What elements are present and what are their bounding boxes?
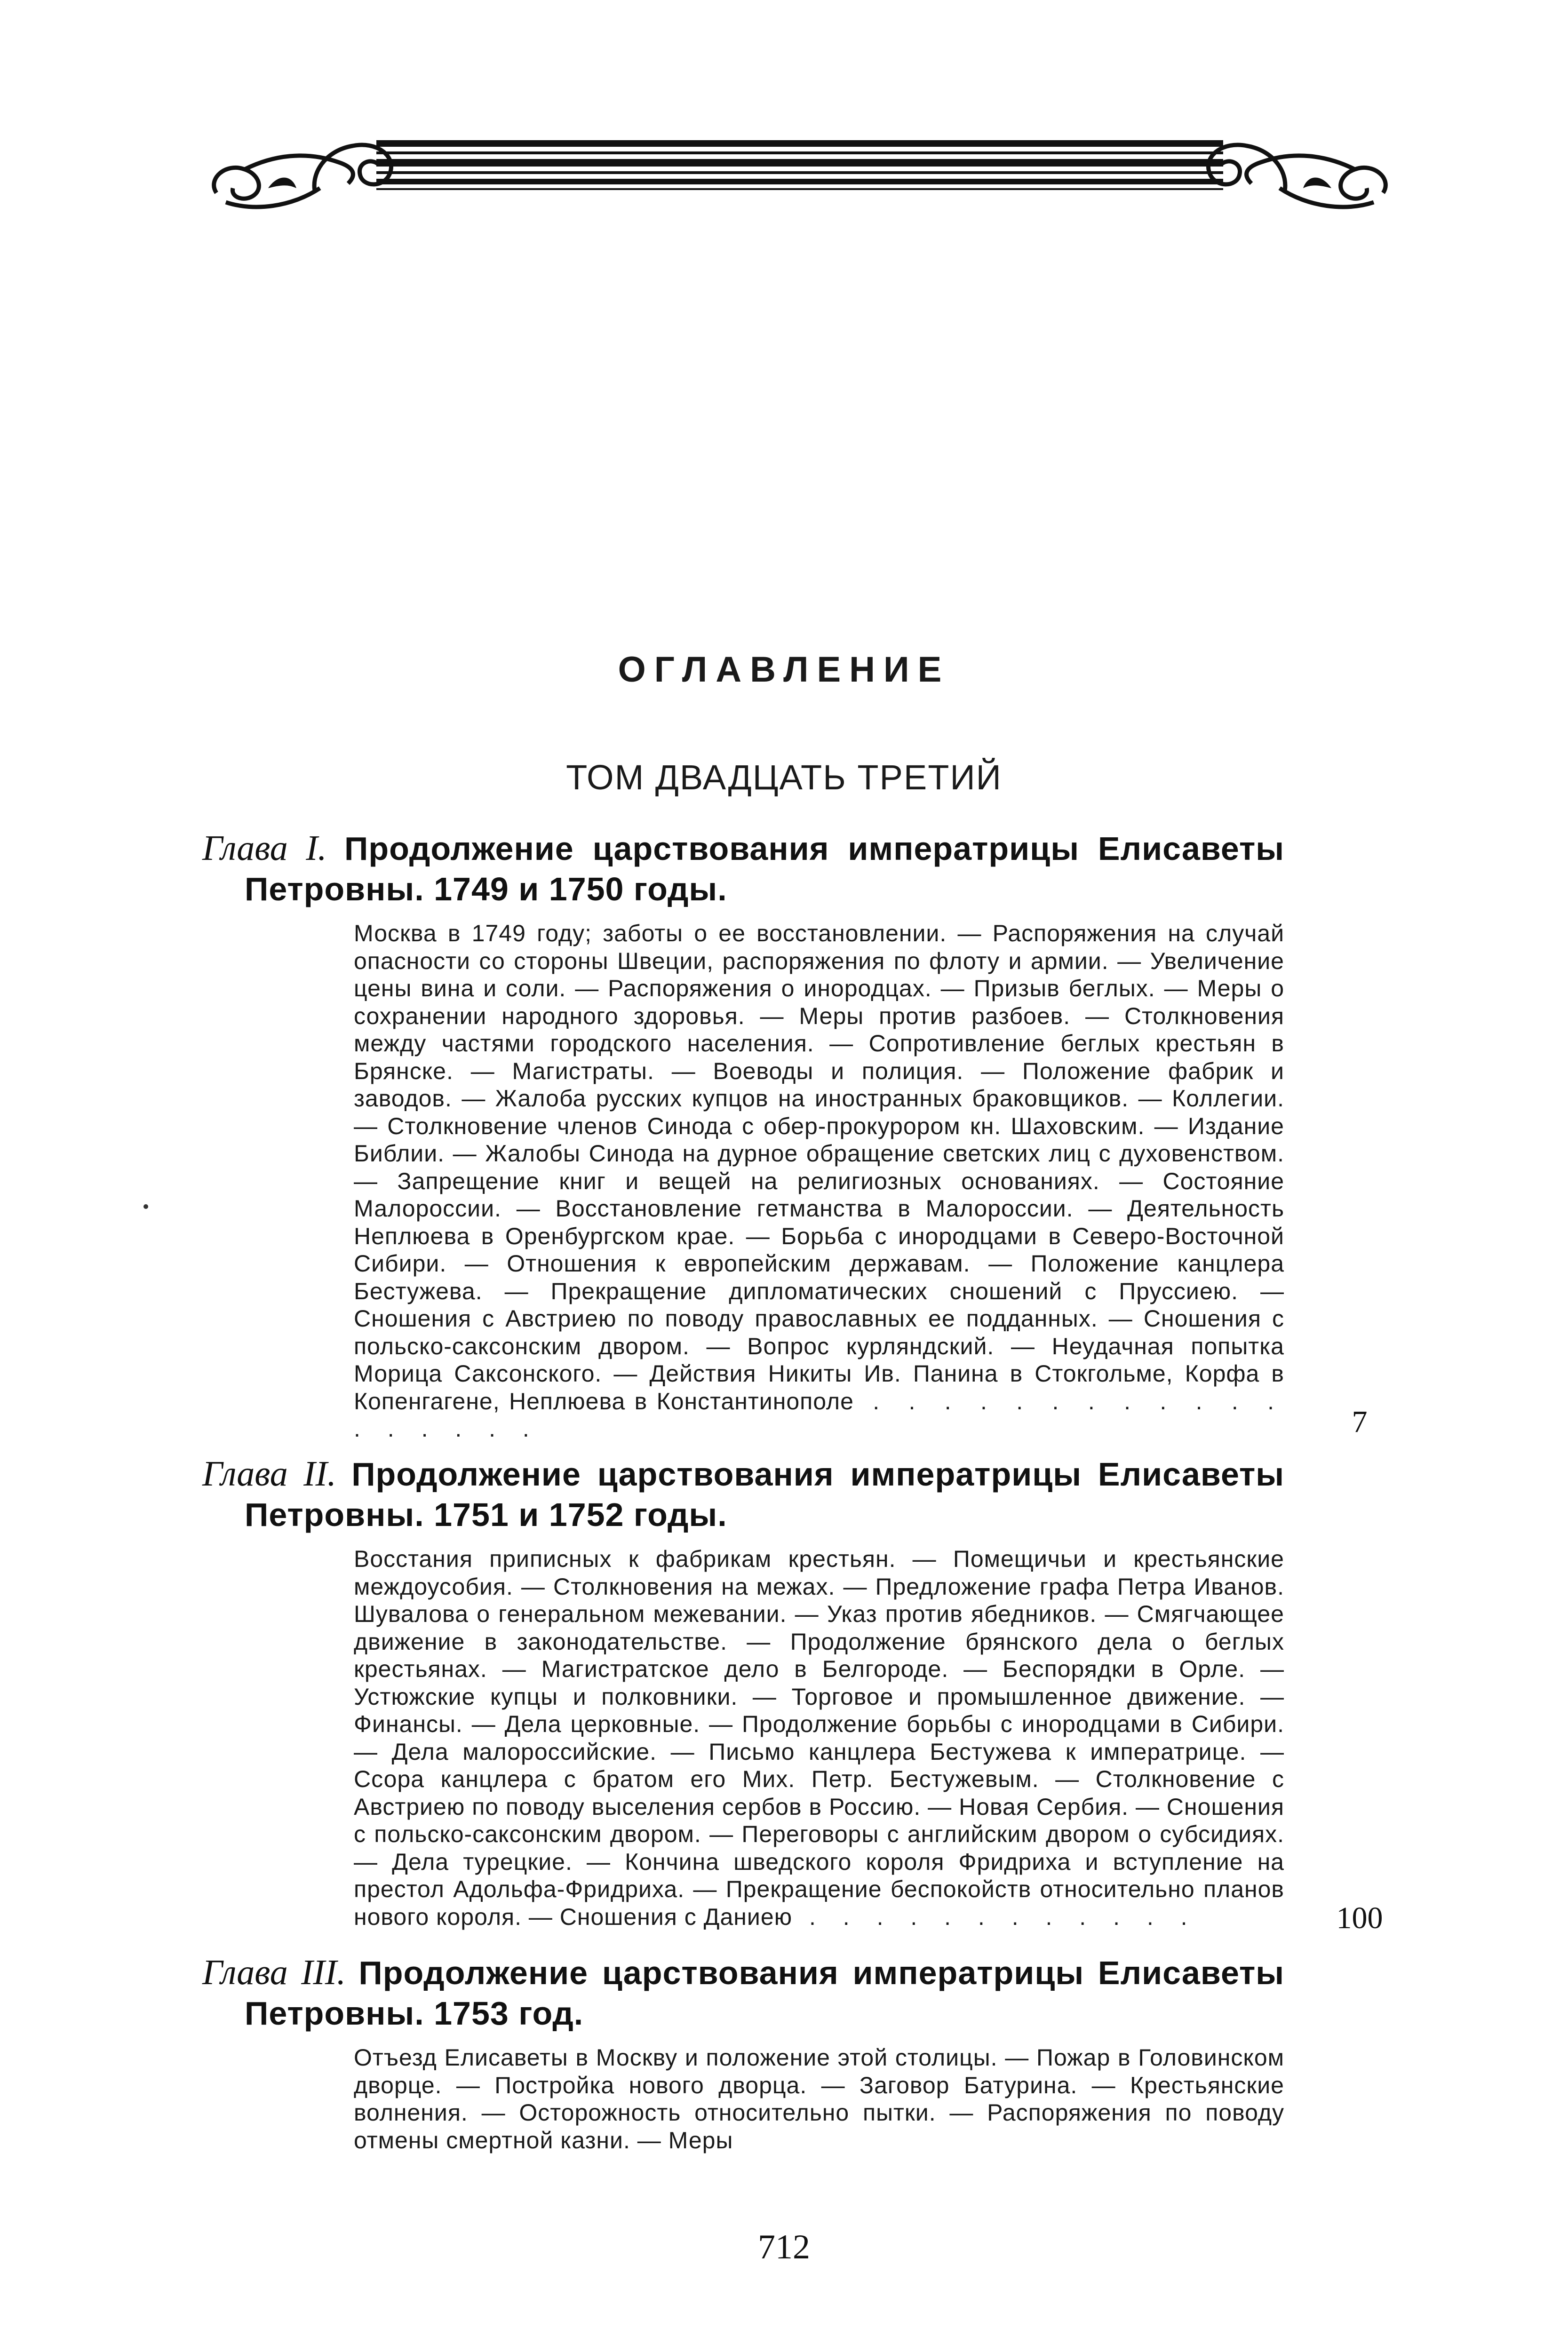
chapter-label: Глава I. (202, 828, 327, 868)
chapter-title (202, 1454, 1284, 1535)
chapter-name: Продолжение царствования императрицы Елисаветы Петровны. 1749 и 1750 годы. (245, 830, 1285, 907)
chapter-entry (202, 1952, 1284, 2154)
chapter-summary-text: Москва в 1749 году; заботы о ее восстановлении. — Распоряжения на случай опасности со стороны Швеции, распоряжения по флоту и армии. — Увеличение цены вина и соли. — Распоряжения о инородцах. — Призыв беглых. — Меры о сохранении народного здоровья. — Меры против разбоев. — Столкновения между частями городского населения. — Сопротивление беглых крестьян в Брянске. — Магистраты. — Воеводы и полиция. — Положение фабрик и заводов. — Жалоба русских купцов на иностранных браковщиков. — Коллегии. — Столкновение членов Синода с обер-прокурором кн. Шаховским. — Издание Библии. — Жалобы Синода на дурное обращение светских лиц с духовенством. — Запрещение книг и вещей на религиозных основаниях. — Состояние Малороссии. — Восстановление гетманства в Малороссии. — Деятельность Неплюева в Оренбургском крае. — Борьба с инородцами в Северо-Восточной Сибири. — Отношения к европейским державам. — Положение канцлера Бестужева. — Прекращение дипломатических сношений с Пруссиею. — Сношения с Австриею по поводу православных ее подданных. — Сношения с польско-саксонским двором. — Вопрос курляндский. — Неудачная попытка Морица Саксонского. — Действия Никиты Ив. Панина в Стокгольме, Корфа в Копенгагене, Неплюева в Константинополе (354, 920, 1284, 1414)
chapter-summary (354, 2044, 1284, 2154)
volume-title: ТОМ ДВАДЦАТЬ ТРЕТИЙ (566, 758, 1002, 797)
chapter-title (202, 828, 1284, 909)
chapter-summary-text: Восстания приписных к фабрикам крестьян. — Помещичьи и крестьянские междоусобия. — Столкновения на межах. — Предложение графа Петра Иванов. Шувалова о генеральном межевании. — Указ против ябедников. — Смягчающее движение в законодательстве. — Продолжение брянского дела о беглых крестьянах. — Магистратское дело в Белгороде. — Беспорядки в Орле. — Устюжские купцы и полковники. — Торговое и промышленное движение. — Финансы. — Дела церковные. — Продолжение борьбы с инородцами в Сибири. — Дела малороссийские. — Письмо канцлера Бестужева к императрице. — Ссора канцлера с братом его Мих. Петр. Бестужевым. — Столкновение с Австриею по поводу выселения сербов в Россию. — Новая Сербия. — Сношения с польско-саксонским двором. — Переговоры с английским двором о субсидиях. — Дела турецкие. — Кончина шведского короля Фридриха и вступление на престол Адольфа-Фридриха. — Прекращение беспокойств относительно планов нового короля. — Сношения с Даниею (354, 1546, 1284, 1930)
chapter-name: Продолжение царствования императрицы Елисаветы Петровны. 1753 год. (245, 1955, 1285, 2032)
dot-leader: . . . . . . . . . . . . . . . . . . (354, 1388, 1284, 1442)
page-number: 712 (758, 2228, 810, 2266)
chapter-label: Глава II. (202, 1454, 336, 1494)
chapter-title (202, 1952, 1284, 2034)
chapter-summary-text: Отъезд Елисаветы в Москву и положение этой столицы. — Пожар в Головинском дворце. — Постройка нового дворца. — Заговор Батурина. — Крестьянские волнения. — Осторожность относительно пытки. — Распоряжения по поводу отмены смертной казни. — Меры (354, 2044, 1284, 2153)
chapter-entry (202, 1454, 1284, 1931)
decorative-header-ornament (198, 118, 1402, 226)
chapter-summary (354, 1545, 1284, 1931)
chapter-label: Глава III. (202, 1953, 346, 1992)
chapter-page-number: 7 (1352, 1405, 1368, 1439)
dot-leader: . . . . . . . . . . . . (792, 1903, 1198, 1930)
chapter-summary (354, 920, 1284, 1443)
chapter-entry (202, 828, 1284, 1443)
chapter-name: Продолжение царствования императрицы Елисаветы Петровны. 1751 и 1752 годы. (245, 1456, 1285, 1533)
chapter-page-number: 100 (1336, 1901, 1383, 1935)
toc-heading: ОГЛАВЛЕНИЕ (618, 650, 950, 690)
margin-mark (143, 1204, 148, 1209)
